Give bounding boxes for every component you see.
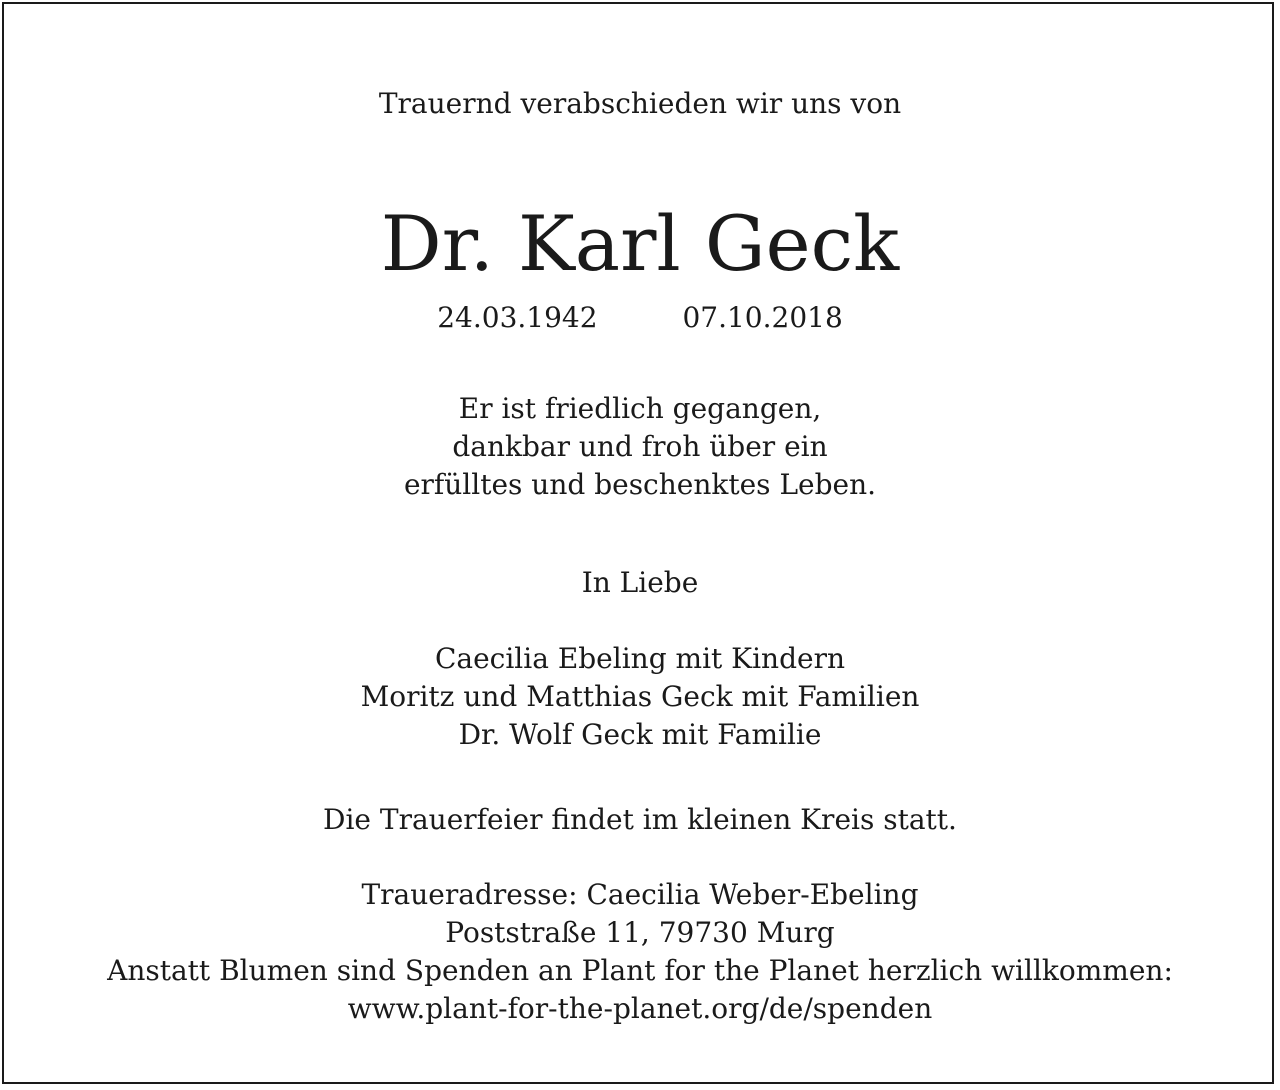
address-line: Poststraße 11, 79730 Murg xyxy=(445,916,835,949)
address-line: Traueradresse: Caecilia Weber-Ebeling xyxy=(361,878,919,911)
family-line: Moritz und Matthias Geck mit Familien xyxy=(360,680,920,713)
closing-text: In Liebe xyxy=(581,566,699,599)
family-line: Caecilia Ebeling mit Kindern xyxy=(434,642,845,675)
life-dates xyxy=(0,299,1280,337)
family-line: Dr. Wolf Geck mit Familie xyxy=(458,718,822,751)
family-signatures xyxy=(0,640,1280,754)
address-block xyxy=(0,876,1280,1028)
donation-url: www.plant-for-the-planet.org/de/spenden xyxy=(347,992,933,1025)
intro-text: Trauernd verabschieden wir uns von xyxy=(378,87,902,120)
deceased-name: Dr. Karl Geck xyxy=(380,199,900,288)
quote-line: dankbar und froh über ein xyxy=(452,430,828,463)
donation-note: Anstatt Blumen sind Spenden an Plant for the Planet herzlich willkommen: xyxy=(107,954,1173,987)
ceremony-note: Die Trauerfeier findet im kleinen Kreis statt. xyxy=(323,803,957,836)
quote-line: Er ist friedlich gegangen, xyxy=(458,392,822,425)
death-date: 07.10.2018 xyxy=(682,301,843,334)
quote-line: erfülltes und beschenktes Leben. xyxy=(403,468,877,501)
birth-date: 24.03.1942 xyxy=(437,301,598,334)
memorial-quote xyxy=(0,390,1280,504)
